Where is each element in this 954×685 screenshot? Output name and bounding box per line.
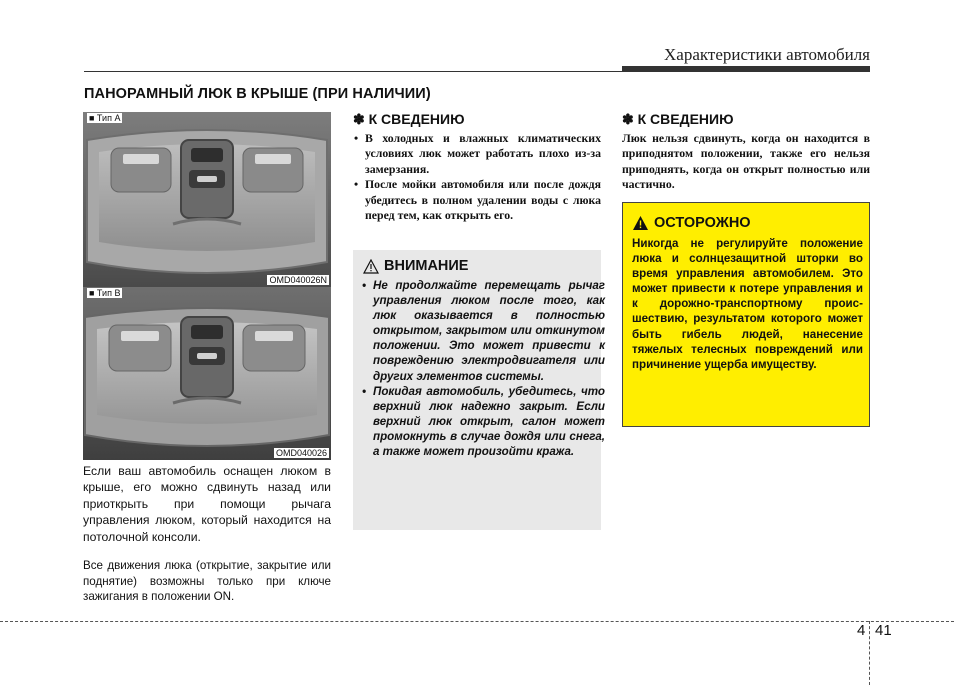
warning-title: ОСТОРОЖНО xyxy=(654,215,751,231)
caution-item: • Покидая автомобиль, убедитесь, что верхний люк надежно закрыт. Если верхний люк открыт, салон может промокнуть в случае дождя или снега, а также может произойти кража. xyxy=(373,384,605,459)
footer-divider xyxy=(0,621,954,622)
note-item: • В холодных и влажных климатических условиях люк может работать плохо из-за замерзания. xyxy=(365,131,601,177)
figure-code: OMD040026N xyxy=(269,275,327,285)
info-note-2 xyxy=(622,111,870,193)
warning-triangle-icon xyxy=(632,215,649,231)
sunroof-description: Если ваш автомобиль оснащен люком в крыше, его можно сдвинуть назад или приоткрыть при помощи рычага управления люком, который находится на потолочной консоли. xyxy=(83,464,331,544)
figure-type-label: ■ Тип А xyxy=(89,113,121,123)
caution-box xyxy=(353,250,605,530)
overhead-console-image xyxy=(83,112,331,287)
caution-item: • Не продолжайте перемещать рычаг управления люком после того, как люк оказывается в полностью открытом, закрытом или откинутом положении. Это может привести к повреждению электродвигателя или других элементов системы. xyxy=(373,278,605,384)
note-title: ✽ К СВЕДЕНИЮ xyxy=(622,111,734,127)
note-list xyxy=(353,131,601,223)
chapter-title: Характеристики автомобиля xyxy=(664,45,870,64)
header-accent-bar xyxy=(622,66,870,71)
note-item: • После мойки автомобиля или после дождя убедитесь в полном удалении воды с люка перед тем, как открыть его. xyxy=(365,177,601,223)
chapter-number: 4 xyxy=(857,622,866,639)
warning-box xyxy=(622,202,870,427)
overhead-console-image xyxy=(83,287,331,460)
caution-title: ВНИМАНИЕ xyxy=(384,258,469,274)
header-rule xyxy=(84,71,870,72)
page-number-divider xyxy=(869,621,870,685)
warning-text: Никогда не регулируйте положение люка и солнцезащитной шторки во время управления автомобилем. Это может привести к потере управления и к дорожно-транспортному проис-шествию, результатом которого может быть гибель людей, нанесение тяжелых телесных повреждений или причинение ущерба имуществу. xyxy=(632,237,863,371)
console-photo-type-a xyxy=(83,112,331,287)
console-photo-type-b xyxy=(83,287,331,460)
note-text: Люк нельзя сдвинуть, когда он находится в приподнятом положении, также его нельзя приподнять, когда он открыт полностью или частично. xyxy=(622,131,870,192)
caution-list xyxy=(361,278,605,459)
warning-header xyxy=(632,215,751,231)
note-title: ✽ К СВЕДЕНИЮ xyxy=(353,111,465,127)
page-number: 41 xyxy=(875,622,892,639)
ignition-note: Все движения люка (открытие, закрытие или поднятие) возможны только при ключе зажигания в положении ON. xyxy=(83,559,331,604)
caution-header xyxy=(363,258,468,274)
figure-type-label: ■ Тип В xyxy=(89,288,121,298)
figure-code: OMD040026 xyxy=(275,448,327,458)
warning-triangle-icon xyxy=(363,259,379,274)
section-title: ПАНОРАМНЫЙ ЛЮК В КРЫШЕ (ПРИ НАЛИЧИИ) xyxy=(84,86,431,102)
info-note-1 xyxy=(353,111,601,223)
